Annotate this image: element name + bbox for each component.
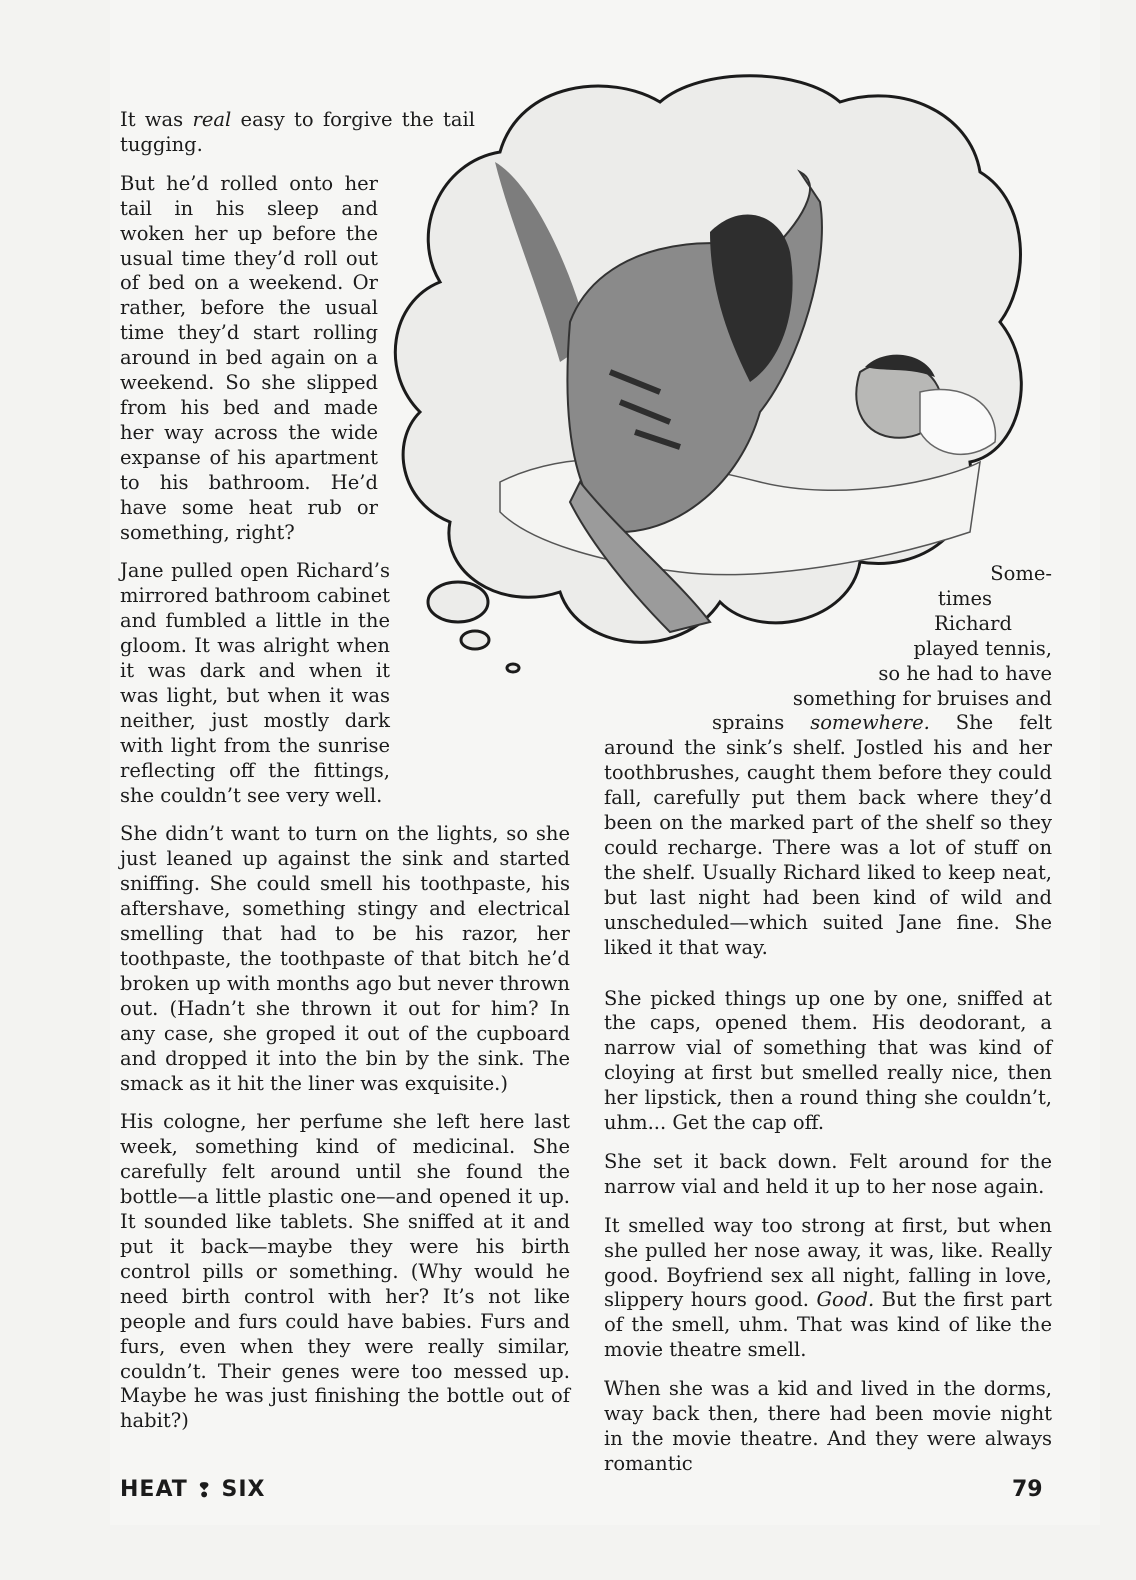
text-run: But the first part of the smell, uhm. That was kind of like the movie theatre smell. [604,1288,1052,1362]
text-run: She felt around the sink’s shelf. Jostled his and her toothbrushes, caught them before they could fall, carefully put them back where they’d been on the marked part of the shelf so they could recharge. There was a lot of stuff on the shelf. Usually Richard liked to keep neat, but last night had been kind of wild and unscheduled—which suited Jane fine. She liked it that way. [604,711,1052,959]
emphasis-text: real [192,108,232,131]
magazine-footer [120,1477,266,1502]
paragraph: She picked things up one by one, sniffed at the caps, opened them. His deodorant, a narrow vial of something that was kind of cloying at first but smelled really nice, then her lipstick, then a round thing she couldn’t, uhm... Get the cap off. [604,986,1052,1135]
paragraph: When she was a kid and lived in the dorms, way back then, there had been movie night in the movie theatre. And they were always romantic [604,1377,1052,1475]
wrap-line: times [937,586,992,610]
wrap-line: Some- [990,562,1052,585]
paragraph [604,1214,1052,1363]
emphasis-text: somewhere. [810,711,930,735]
magazine-issue-six: SIX [221,1477,266,1502]
right-column [604,562,1052,1491]
paragraph [120,108,475,158]
paragraph: But he’d rolled onto her tail in his sleep and woken her up before the usual time they’d roll out of bed on a weekend. Or rather, before the usual time they’d start rolling around in bed again on a weekend. So she slipped from his bed and made her way across the wide expanse of his apartment to his bathroom. He’d have some heat rub or something, right? [120,171,378,544]
left-column [120,108,570,1448]
paragraph: She set it back down. Felt around for the narrow vial and held it up to her nose again. [604,1149,1052,1198]
wrap-line: played tennis, [913,636,1052,660]
wrap-line: Richard [934,611,1012,635]
emphasis-text: Good. [816,1288,875,1312]
heat-logo-icon: ❢ [195,1477,214,1502]
text-run: sprains [712,711,811,735]
magazine-name-heat: HEAT [120,1477,188,1502]
wrapped-lines [604,562,1052,711]
text-run: easy to forgive the tail tugging. [120,108,475,156]
text-run: It smelled way too strong at first, but when she pulled her nose away, it was, like. Really good. Boyfriend sex all night, falling in love, slippery hours good. [604,1213,1052,1312]
wrap-line: so he had to have [878,661,1052,685]
paragraph: His cologne, her perfume she left here last week, something kind of medicinal. She carefully felt around until she found the bottle—a little plastic one—and opened it up. It sounded like tablets. She sniffed at it and put it back—maybe they were his birth control pills or something. (Why would he need birth control with her? It’s not like people and furs could have babies. Furs and furs, even when they were really similar, couldn’t. Their genes were too messed up. Maybe he was just finishing the bottle out of habit?) [120,1110,570,1433]
paragraph [604,711,1052,960]
text-run: It was [120,108,193,131]
page-number: 79 [1012,1477,1043,1502]
wrap-line: something for bruises and [792,686,1052,710]
paragraph: Jane pulled open Richard’s mirrored bathroom cabinet and fumbled a little in the gloom. It was alright when it was dark and when it was light, but when it was neither, just mostly dark with light from the sunrise reflecting off the fittings, she couldn’t see very well. [120,559,390,807]
paragraph: She didn’t want to turn on the lights, so she just leaned up against the sink and started sniffing. She could smell his toothpaste, his aftershave, something stingy and electrical smelling that had to be his razor, her toothpaste, the toothpaste of that bitch he’d broken up with months ago but never thrown out. (Hadn’t she thrown it out for him? In any case, she groped it out of the cupboard and dropped it into the bin by the sink. The smack as it hit the liner was exquisite.) [120,822,570,1095]
